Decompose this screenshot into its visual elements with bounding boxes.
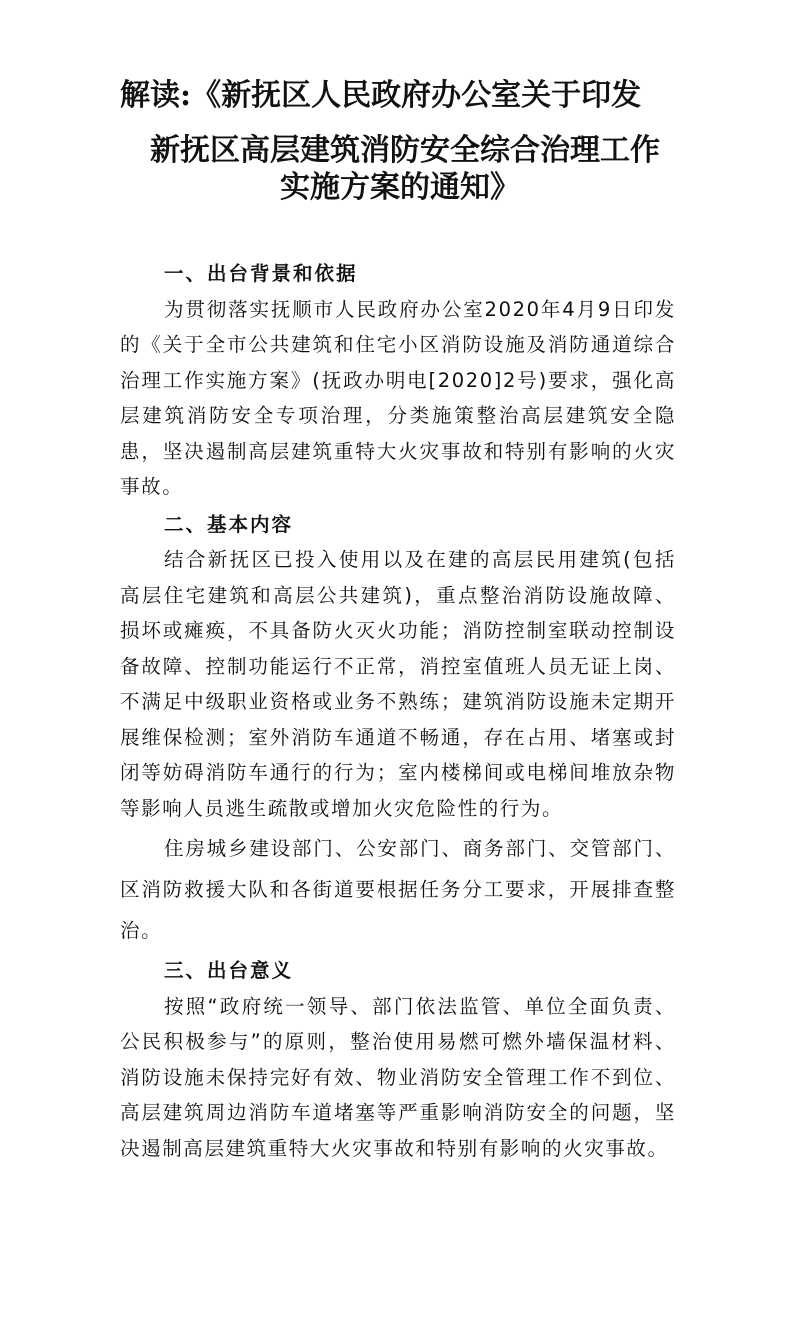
section-heading-background: 一、出台背景和依据	[164, 262, 358, 285]
section-heading-content: 二、基本内容	[164, 512, 294, 536]
section-heading-significance: 三、出台意义	[164, 959, 294, 982]
section-paragraph-departments: 住房城乡建设部门、公安部门、商务部门、交管部门、区消防救援大队和各街道要根据任务分工要求，开展排查整治。	[120, 837, 676, 942]
section-paragraph-significance: 按照“政府统一领导、部门依法监管、单位全面负责、公民积极参与”的原则，整治使用易燃可燃外墙保温材料、消防设施未保持完好有效、物业消防安全管理工作不到位、高层建筑周边消防车道堵塞等严重影响消防安全的问题，坚决遏制高层建筑重特大火灾事故和特别有影响的火灾事故。	[120, 994, 676, 1160]
section-paragraph-content: 结合新抚区已投入使用以及在建的高层民用建筑(包括高层住宅建筑和高层公共建筑)，重点整治消防设施故障、损坏或瘫痪，不具备防火灭火功能；消防控制室联动控制设备故障、控制功能运行不正常，消控室值班人员无证上岗、不满足中级职业资格或业务不熟练；建筑消防设施未定期开展维保检测；室外消防车通道不畅通，存在占用、堵塞或封闭等妨碍消防车通行的行为；室内楼梯间或电梯间堆放杂物等影响人员逃生疏散或增加火灾危险性的行为。	[120, 548, 676, 820]
document-body	[120, 256, 676, 1166]
section-paragraph-background: 为贯彻落实抚顺市人民政府办公室2020年4月9日印发的《关于全市公共建筑和住宅小区消防设施及消防通道综合治理工作实施方案》(抚政办明电[2020]2号)要求，强化高层建筑消防安全专项治理，分类施策整治高层建筑安全隐患，坚决遏制高层建筑重特大火灾事故和特别有影响的火灾事故。	[120, 297, 676, 498]
document-title-line-2: 新抚区高层建筑消防安全综合治理工作	[150, 133, 660, 168]
document-title-line-1: 解读:《新抚区人民政府办公室关于印发	[120, 78, 642, 113]
document-title-line-3: 实施方案的通知》	[280, 170, 520, 205]
